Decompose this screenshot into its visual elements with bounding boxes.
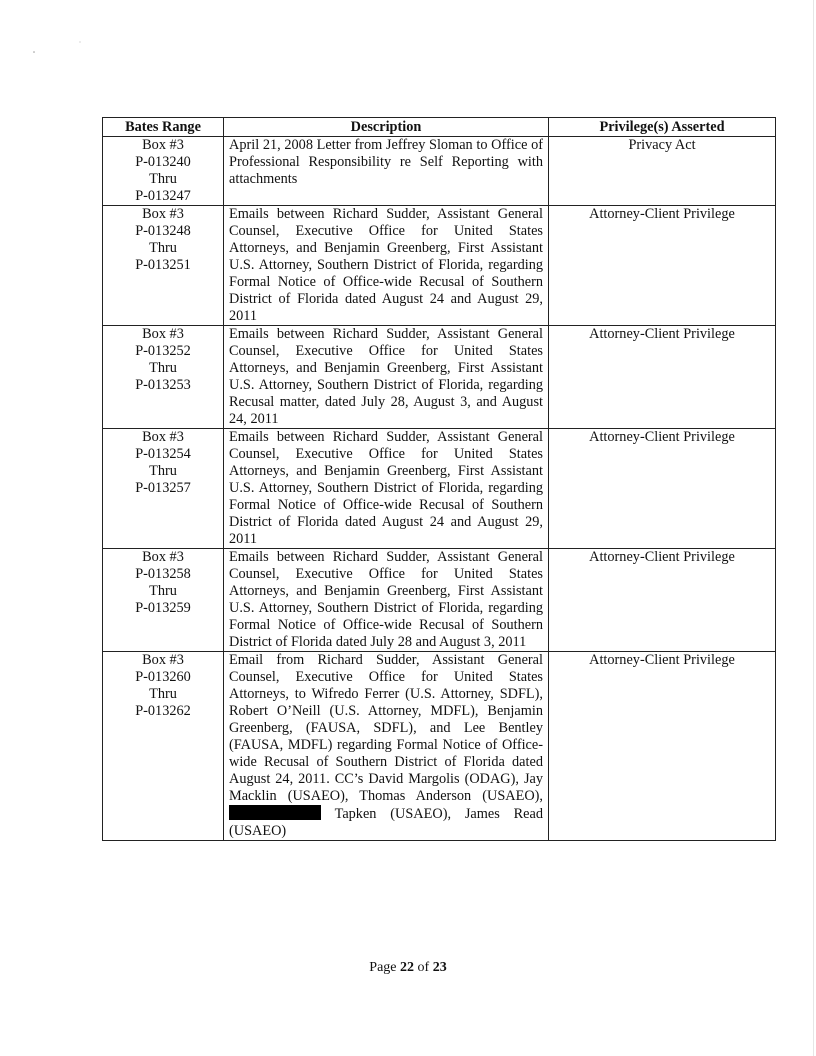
table-row xyxy=(103,429,776,549)
box-number: Box #3 xyxy=(142,137,184,153)
bates-thru: Thru xyxy=(149,360,177,376)
box-number: Box #3 xyxy=(142,326,184,342)
box-number: Box #3 xyxy=(142,549,184,565)
total-page-count: 23 xyxy=(432,960,447,975)
privilege-cell: Attorney-Client Privilege xyxy=(549,206,776,326)
bates-thru: Thru xyxy=(149,686,177,702)
bates-end: P-013259 xyxy=(135,600,191,616)
current-page-number: 22 xyxy=(400,960,415,975)
bates-start: P-013254 xyxy=(135,446,191,462)
bates-end: P-013247 xyxy=(135,188,191,204)
page-footer xyxy=(0,960,816,976)
bates-start: P-013260 xyxy=(135,669,191,685)
description-cell: Emails between Richard Sudder, Assistant General Counsel, Executive Office for United States Attorneys, and Benjamin Greenberg, First Assistant U.S. Attorney, Southern District of Florida, regarding Formal Notice of Office-wide Recusal of Southern District of Florida dated August 24 and August 29, 2011 xyxy=(224,206,549,326)
bates-range-cell xyxy=(103,326,224,429)
bates-range-cell xyxy=(103,429,224,549)
bates-start: P-013248 xyxy=(135,223,191,239)
table-row xyxy=(103,206,776,326)
bates-range-cell xyxy=(103,206,224,326)
box-number: Box #3 xyxy=(142,429,184,445)
privilege-cell: Attorney-Client Privilege xyxy=(549,326,776,429)
bates-end: P-013253 xyxy=(135,377,191,393)
box-number: Box #3 xyxy=(142,652,184,668)
bates-start: P-013240 xyxy=(135,154,191,170)
bates-start: P-013252 xyxy=(135,343,191,359)
table-row xyxy=(103,652,776,841)
bates-thru: Thru xyxy=(149,463,177,479)
description-cell: Emails between Richard Sudder, Assistant General Counsel, Executive Office for United States Attorneys, and Benjamin Greenberg, First Assistant U.S. Attorney, Southern District of Florida, regarding Formal Notice of Office-wide Recusal of Southern District of Florida dated July 28 and August 3, 2011 xyxy=(224,549,549,652)
privilege-cell: Attorney-Client Privilege xyxy=(549,549,776,652)
bates-range-cell xyxy=(103,652,224,841)
bates-thru: Thru xyxy=(149,240,177,256)
header-privileges-asserted: Privilege(s) Asserted xyxy=(549,118,776,137)
table-row xyxy=(103,137,776,206)
privilege-cell: Attorney-Client Privilege xyxy=(549,429,776,549)
bates-end: P-013262 xyxy=(135,703,191,719)
bates-thru: Thru xyxy=(149,583,177,599)
header-bates-range: Bates Range xyxy=(103,118,224,137)
scan-edge xyxy=(813,0,814,1056)
bates-start: P-013258 xyxy=(135,566,191,582)
table-header-row xyxy=(103,118,776,137)
description-text-after-redaction: Tapken (USAEO), James Read (USAEO) xyxy=(229,806,543,839)
privilege-cell: Privacy Act xyxy=(549,137,776,206)
description-cell xyxy=(224,652,549,841)
scan-specks xyxy=(30,38,90,58)
bates-range-cell xyxy=(103,549,224,652)
description-cell: Emails between Richard Sudder, Assistant General Counsel, Executive Office for United States Attorneys, and Benjamin Greenberg, First Assistant U.S. Attorney, Southern District of Florida, regarding Formal Notice of Office-wide Recusal of Southern District of Florida dated August 24 and August 29, 2011 xyxy=(224,429,549,549)
table-row xyxy=(103,549,776,652)
bates-thru: Thru xyxy=(149,171,177,187)
redaction-block xyxy=(229,805,321,820)
description-cell: Emails between Richard Sudder, Assistant General Counsel, Executive Office for United States Attorneys, and Benjamin Greenberg, First Assistant U.S. Attorney, Southern District of Florida, regarding Recusal matter, dated July 28, August 3, and August 24, 2011 xyxy=(224,326,549,429)
description-text-before-redaction: Email from Richard Sudder, Assistant General Counsel, Executive Office for United States Attorneys, to Wifredo Ferrer (U.S. Attorney, SDFL), Robert O’Neill (U.S. Attorney, MDFL), Benjamin Greenberg, (FAUSA, SDFL), and Lee Bentley (FAUSA, MDFL) regarding Formal Notice of Office-wide Recusal of Southern District of Florida dated August 24, 2011. CC’s David Margolis (ODAG), Jay Macklin (USAEO), Thomas Anderson (USAEO), xyxy=(229,652,543,804)
table-row xyxy=(103,326,776,429)
bates-range-cell xyxy=(103,137,224,206)
page-of-label: of xyxy=(417,960,430,975)
privilege-cell: Attorney-Client Privilege xyxy=(549,652,776,841)
header-description: Description xyxy=(224,118,549,137)
page-label: Page xyxy=(369,960,397,975)
bates-end: P-013257 xyxy=(135,480,191,496)
privilege-log-table xyxy=(102,117,776,841)
bates-end: P-013251 xyxy=(135,257,191,273)
box-number: Box #3 xyxy=(142,206,184,222)
description-cell: April 21, 2008 Letter from Jeffrey Sloman to Office of Professional Responsibility re Self Reporting with attachments xyxy=(224,137,549,206)
